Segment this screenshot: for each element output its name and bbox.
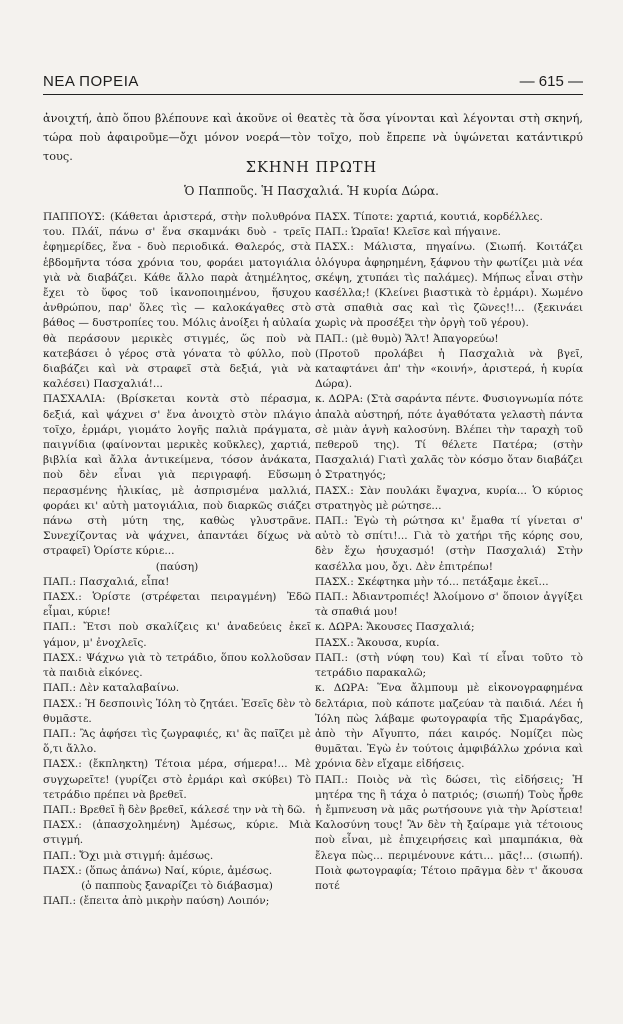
dialogue-paragraph: ΠΑΣΧ.: Ὁρίστε (στρέφεται πειραγμένη) Ἐδῶ εἶμαι, κύριε! — [43, 591, 311, 619]
dialogue-paragraph: ΠΑΠ.: Ἀδιαντροπιές! Ἀλοίμονο σ' ὅποιον ἀγγίξει τὰ σπαθιά μου! — [315, 591, 583, 619]
dialogue-paragraph: ΠΑΠ.: Δὲν καταλαβαίνω. — [43, 682, 180, 695]
dialogue-paragraph: ΠΑΣΧ.: Ψάχνω γιὰ τὸ τετράδιο, ὅπου κολλοῦσαν τὰ παιδιὰ εἰκόνες. — [43, 651, 311, 680]
dialogue-paragraph: ΠΑΣΧΑΛΙΑ: (Βρίσκεται κοντὰ στὸ πέρασμα, δεξιά, καὶ ψάχνει σ' ἕνα ἀνοιχτὸ στὸν πλάγιο τοῖχο, ἐρμάρι, γιομάτο λογῆς παλιὰ πράγματα, παιγνίδια (φαίνονται μερικὲς κοῦκλες), χαρτιά, βιβλία καὶ ἄλλα ἀντικείμενα, τόσον ἀνάκατα, ποὺ δὲν εἶναι γιὰ περιγραφή. Εὔσωμη περασμένης ἡλικίας, μὲ ἀσπρισμένα μαλλιά, φοράει κι' αὐτὴ ματογιάλια, ποὺ διαρκῶς σιάζει πάνω στὴ μύτη της, καθὼς γλυστρᾶνε. Συνεχίζοντας νὰ ψάχνει, ἀπαντάει δίχως νὰ στραφεῖ) Ὁρίστε κύριε... — [43, 393, 311, 558]
scene-title: ΣΚΗΝΗ ΠΡΩΤΗ — [245, 160, 378, 176]
dialogue-paragraph: κ. ΔΩΡΑ: Ἕνα ἄλμπουμ μὲ εἰκονογραφημένα δελτάρια, ποὺ κάποτε μαζεύαν τὰ παιδιά. Λέει ἡ Ἰόλη πὼς λάβαμε φωτογραφία τῆς Σμαράγδας, ἀπὸ τὴν Αἴγυπτο, πάει καιρός. Νομίζει πὼς θυμᾶται. Ἐγὼ ἐν τούτοις ἀμφιβάλλω χρόνια καὶ χρόνια δὲν εἴχαμε εἰδήσεις. — [315, 682, 583, 771]
stage-direction: (παύση) — [155, 560, 199, 573]
dialogue-paragraph: κ. ΔΩΡΑ: (Στὰ σαράντα πέντε. Φυσιογνωμία πότε ἀπαλὰ αὐστηρή, πότε ἀγαθότατα γελαστὴ πάντα σὲ μιὰν ἁγνὴ καλοσύνη. Βλέπει τὴν ταραχὴ τοῦ πεθεροῦ της). Τί θέλετε Πατέρα; (στὴν Πασχαλιά) Γιατὶ χαλᾶς τὸν κόσμο ὅταν διαβάζει ὁ Στρατηγός; — [315, 393, 583, 482]
dialogue-paragraph: ΠΑΠ.: Ὄχι μιὰ στιγμή: ἀμέσως. — [43, 849, 214, 862]
journal-title: ΝΕΑ ΠΟΡΕΙΑ — [43, 73, 139, 90]
dialogue-paragraph: ΠΑΠ.: (στὴ νύφη του) Καὶ τί εἶναι τοῦτο τὸ τετράδιο παρακαλῶ; — [315, 651, 583, 680]
dialogue-paragraph: ΠΑΣΧ.: Ἄκουσα, κυρία. — [315, 636, 440, 649]
left-column — [43, 210, 311, 909]
dialogue-paragraph: ΠΑΠ.: (ἔπειτα ἀπὸ μικρὴν παύση) Λοιπόν; — [43, 895, 270, 908]
dialogue-paragraph: ΠΑΠ.: Ποιὸς νὰ τὶς δώσει, τὶς εἰδήσεις; Ἡ μητέρα της ἢ τάχα ὁ πατριός; (σιωπή) Τοὺς ἦρθε ἡ ἔμπνευση νὰ μᾶς ρωτήσουνε γιὰ τὴν Ἀρίστεια! Καλοσύνη τους! Ἂν δὲν τὴ ξαίραμε γιὰ τέτοιους ποὺ εἶναι, μὲ ἐπιχειρήσεις καὶ μπαμπάκια, θὰ ἔλεγα πὼς... περιμένουνε κάτι... μᾶς!... (σιωπή). Ποιὰ φωτογραφία; Τέτοιο πρᾶγμα δὲν τ' ἄκουσα ποτέ — [315, 773, 583, 892]
dialogue-paragraph: κ. ΔΩΡΑ: Ἄκουσες Πασχαλιά; — [315, 621, 475, 634]
dialogue-paragraph: ΠΑΠΠΟΥΣ: (Κάθεται ἀριστερά, στὴν πολυθρόνα του. Πλάϊ, πάνω σ' ἕνα σκαμνάκι δυὸ - τρεῖς ἐφημερίδες, ἕνα - δυὸ περιοδικά. Θαλερός, στὰ ἑβδομῆντα τόσα χρόνια του, φοράει ματογιάλια γιὰ νὰ διαβάζει. Κάθε ἄλλο παρὰ ἀτημέλητος, ἔχει τὸ ὕφος τοῦ ἱκανοποιημένου, ἥσυχου ἀνθρώπου, παρ' ὅλες τὶς — καλοκάγαθες στὸ βάθος — δυστροπίες του. Μόλις ἀνοίξει ἡ αὐλαία θὰ περάσουν μερικὲς στιγμές, ὥς ποὺ νὰ κατεβάσει ὁ γέρος στὰ γόνατα τὸ φύλλο, ποὺ διαβάζει καὶ νὰ στραφεῖ στὰ δεξιά, γιὰ νὰ καλέσει) Πασχαλιά!... — [43, 211, 311, 391]
page-number: — 615 — — [519, 73, 583, 90]
dialogue-paragraph: ΠΑΠ.: Ὡραῖα! Κλεῖσε καὶ πήγαινε. — [315, 226, 501, 239]
dialogue-paragraph: ΠΑΣΧ.: Σὰν πουλάκι ἔψαχνα, κυρία... Ὁ κύριος στρατηγὸς μὲ ρώτησε... — [315, 484, 583, 512]
dialogue-paragraph: ΠΑΠ.: Πασχαλιά, εἶπα! — [43, 575, 170, 588]
dialogue-paragraph: ΠΑΠ.: Βρεθεῖ ἢ δὲν βρεθεῖ, κάλεσέ την νὰ τὴ δῶ. — [43, 803, 306, 816]
dialogue-paragraph: ΠΑΣΧ.: Σκέφτηκα μὴν τό... πετάξαμε ἐκεῖ... — [315, 575, 549, 588]
dialogue-paragraph: ΠΑΣΧ. Τίποτε: χαρτιά, κουτιά, κορδέλλες. — [315, 211, 543, 223]
dialogue-paragraph: ΠΑΠ.: Ἐγὼ τὴ ρώτησα κι' ἔμαθα τί γίνεται σ' αὐτὸ τὸ σπίτι!... Γιὰ τὸ χατήρι τῆς κόρης σου, δὲν ἔχω ἡσυχασμό! (στὴν Πασχαλιά) Στὴν κασέλλα μου, ὄχι. Δὲν ἐπιτρέπω! — [315, 515, 583, 573]
stage-direction: (ὁ παπποὺς ξαναρίζει τὸ διάβασμα) — [81, 879, 273, 892]
page-header — [43, 68, 583, 95]
dialogue-paragraph: ΠΑΠ.: (μὲ θυμὸ) Ἄλτ! Ἀπαγορεύω! — [315, 332, 499, 345]
dialogue-paragraph: ΠΑΣΧ.: (ἀπασχολημένη) Ἀμέσως, κύριε. Μιὰ στιγμή. — [43, 819, 311, 847]
stage-direction: (Προτοῦ προλάβει ἡ Πασχαλιὰ νὰ βγεῖ, καταφτάνει ἀπ' τὴν «κοινή», ἀριστερά, ἡ κυρία Δώρα). — [315, 347, 583, 391]
dialogue-paragraph: ΠΑΣΧ.: Ἡ δεσποινὶς Ἰόλη τὸ ζητάει. Ἐσεῖς δὲν τὸ θυμᾶστε. — [43, 697, 311, 725]
dialogue-paragraph: ΠΑΣΧ.: (ὅπως ἀπάνω) Ναί, κύριε, ἀμέσως. — [43, 864, 273, 877]
intro-paragraph: ἀνοιχτή, ἀπὸ ὅπου βλέπουνε καὶ ἀκοῦνε οἱ θεατὲς τὰ ὅσα γίνονται καὶ λέγονται στὴ σκηνή, τώρα ποὺ ἀφαιροῦμε—ὄχι μόνον νοερά—τὸν τοῖχο, ποὺ ἔπρεπε νὰ ὑψώνεται κατάντικρύ τους. — [43, 112, 583, 163]
dialogue-paragraph: ΠΑΠ.: Ἔτσι ποὺ σκαλίζεις κι' ἀναδεύεις ἐκεῖ γάμον, μ' ἐνοχλεῖς. — [43, 621, 311, 649]
scene-cast: Ὁ Παπποῦς. Ἡ Πασχαλιά. Ἡ κυρία Δώρα. — [184, 184, 439, 198]
dialogue-paragraph: ΠΑΠ.: Ἂς ἀφήσει τὶς ζωγραφιές, κι' ἂς παῖζει μὲ ὅ,τι ἄλλο. — [43, 727, 311, 756]
dialogue-paragraph: ΠΑΣΧ.: (ἔκπληκτη) Τέτοια μέρα, σήμερα!... Μὲ συγχωρεῖτε! (γυρίζει στὸ ἐρμάρι καὶ σκύβει) Τὸ τετράδιο πρέπει νὰ βρεθεῖ. — [43, 758, 311, 801]
dialogue-paragraph: ΠΑΣΧ.: Μάλιστα, πηγαίνω. (Σιωπή. Κοιτάζει ὁλόγυρα ἀφηρημένη, ξάφνου τὴν φωτίζει μιὰ νέα σκέψη, χτυπάει τὶς παλάμες). Μήπως εἶναι στὴν κασέλλα;! (Κλείνει βιαστικὰ τὸ ἐρμάρι). Χωμένο στὰ σπαθιὰ σας καὶ τὶς ζῶνες!!... (ξεκινάει χωρὶς νὰ προσέξει τὴν ὀργὴ τοῦ γέρου). — [315, 241, 583, 330]
right-column — [315, 210, 583, 894]
